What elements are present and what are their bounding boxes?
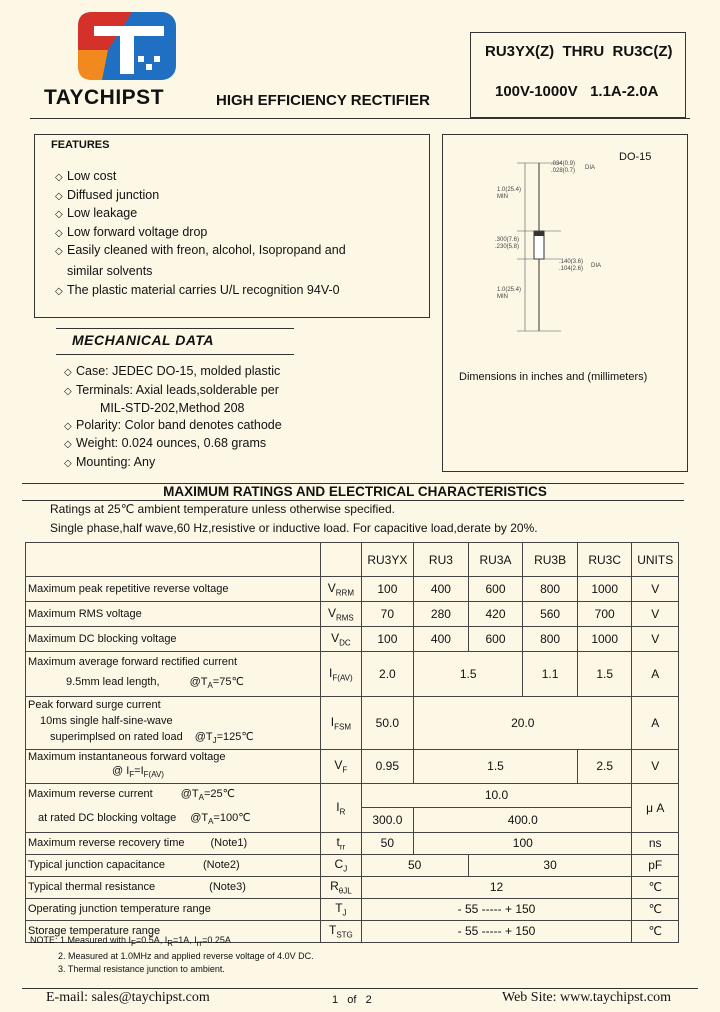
feature-item: ◇ Low cost xyxy=(55,168,425,187)
package-outline-diagram xyxy=(443,135,687,471)
diamond-bullet-icon: ◇ xyxy=(55,172,63,183)
header-divider xyxy=(30,118,690,119)
feature-item: ◇ Low leakage xyxy=(55,205,425,224)
note-1: NOTE: 1.Measured with $I_F=0.5A$, $I_R=1A$, $I_{rr}=0.25A$ xyxy=(30,935,231,948)
feature-item: ◇ Easily cleaned with freon, alcohol, Isopropand and xyxy=(55,242,425,261)
mechanical-divider-top xyxy=(56,328,294,329)
note-3: 3. Thermal resistance junction to ambient. xyxy=(58,963,225,974)
package-name: DO-15 xyxy=(619,151,652,163)
dimensions-caption: Dimensions in inches and (millimeters) xyxy=(459,371,648,383)
diamond-bullet-icon: ◇ xyxy=(64,439,72,451)
diamond-bullet-icon: ◇ xyxy=(55,227,63,239)
diamond-bullet-icon: ◇ xyxy=(55,246,63,258)
diamond-bullet-icon: ◇ xyxy=(64,367,72,378)
mechanical-heading: MECHANICAL DATA xyxy=(72,332,215,348)
part-ratings: 100V-1000V 1.1A-2.0A xyxy=(495,83,659,100)
table-row: 300.0 400.0 xyxy=(26,808,679,833)
mechanical-item: ◇ Weight: 0.024 ounces, 0.68 grams xyxy=(64,435,364,454)
table-row: Maximum instantaneous forward voltage @ $I_F=I_{F(AV)}$ $V_F$ 0.95 1.5 2.5 V xyxy=(26,750,679,783)
feature-item: ◇ Diffused junction xyxy=(55,187,425,206)
footer-page: 1 of 2 xyxy=(332,994,372,1006)
table-row: Maximum reverse recovery time (Note1) $t_{rr}$ 50 100 ns xyxy=(26,832,679,854)
table-header-row xyxy=(26,543,679,577)
table-header-cell: RU3B xyxy=(523,543,578,577)
diamond-bullet-icon: ◇ xyxy=(64,420,72,432)
dim-lead-dia: .034(0.9) .028(0.7) xyxy=(551,161,576,174)
table-header-cell: UNITS xyxy=(632,543,679,577)
diamond-bullet-icon: ◇ xyxy=(55,285,63,297)
dim-lead-len-bot: 1.0(25.4) MIN xyxy=(497,287,522,300)
ratings-line-2: Single phase,half wave,60 Hz,resistive or inductive load. For capacitive load,derate by 20%. xyxy=(50,521,538,535)
dim-lead-len-top: 1.0(25.4) MIN xyxy=(497,187,522,200)
mechanical-item: ◇ Terminals: Axial leads,solderable per xyxy=(64,382,364,401)
table-row: Typical thermal resistance (Note3) $R_{\theta JL}$ 12 ℃ xyxy=(26,876,679,898)
footer-email[interactable]: E-mail: sales@taychipst.com xyxy=(46,990,210,1005)
table-row: Storage temperature range $T_{STG}$ - 55 ----- + 150 ℃ xyxy=(26,920,679,942)
note-2: 2. Measured at 1.0MHz and applied reverse voltage of 4.0V DC. xyxy=(58,951,314,962)
mechanical-item-cont: MIL-STD-202,Method 208 xyxy=(100,401,245,416)
table-header-cell: RU3 xyxy=(414,543,469,577)
package-box xyxy=(442,134,688,472)
ratings-line-1: Ratings at 25℃ ambient temperature unless otherwise specified. xyxy=(50,502,395,516)
features-heading: FEATURES xyxy=(51,139,110,151)
table-header-cell: RU3C xyxy=(577,543,632,577)
features-box xyxy=(34,134,430,318)
part-range-box xyxy=(470,32,686,118)
ratings-divider-bottom xyxy=(22,500,684,501)
table-row: Operating junction temperature range $T_J$ - 55 ----- + 150 ℃ xyxy=(26,898,679,920)
feature-item: ◇ The plastic material carries U/L recognition 94V-0 xyxy=(55,282,425,301)
feature-item-cont: similar solvents xyxy=(67,263,153,278)
diamond-bullet-icon: ◇ xyxy=(55,209,63,221)
mechanical-list xyxy=(64,363,364,473)
table-row: Maximum RMS voltage $V_{RMS}$ 70 280 420 560 700 V xyxy=(26,602,679,627)
notes xyxy=(30,934,314,975)
table-row: Typical junction capacitance (Note2) $C_J$ 50 30 pF xyxy=(26,854,679,876)
table-row: Maximum DC blocking voltage $V_{DC}$ 100 400 600 800 1000 V xyxy=(26,627,679,652)
dim-body-dia-label: DIA xyxy=(591,263,602,269)
part-range: RU3YX(Z) THRU RU3C(Z) xyxy=(485,43,673,60)
dim-body-dia: .140(3.6) .104(2.6) xyxy=(559,259,584,272)
diamond-bullet-icon: ◇ xyxy=(64,385,72,397)
table-row: Maximum reverse current $@T_A=25℃$ at rated DC blocking voltage $@T_A=100℃$ $I_R$ 10.0 μ A xyxy=(26,783,679,808)
table-row: Maximum peak repetitive reverse voltage $V_{RRM}$ 100 400 600 800 1000 V xyxy=(26,577,679,602)
diamond-bullet-icon: ◇ xyxy=(64,457,72,469)
brand-name: TAYCHIPST xyxy=(44,86,165,109)
table-header-cell: RU3A xyxy=(468,543,523,577)
mechanical-item: ◇ Case: JEDEC DO-15, molded plastic xyxy=(64,363,364,382)
logo-mark-icon xyxy=(72,10,182,82)
features-list xyxy=(55,168,425,300)
footer-divider xyxy=(22,988,698,989)
dim-body-len: .300(7.6) .230(5.8) xyxy=(495,237,520,250)
ratings-table xyxy=(25,542,679,943)
page-title: HIGH EFFICIENCY RECTIFIER xyxy=(216,92,430,109)
table-row: Peak forward surge current 10ms single half-sine-wave superimplsed on rated load $@T_J=125℃$ $I_{FSM}$ 50.0 20.0 A xyxy=(26,697,679,750)
table-header-cell: RU3YX xyxy=(361,543,414,577)
mechanical-item: ◇ Mounting: Any xyxy=(64,454,364,473)
mechanical-item: ◇ Polarity: Color band denotes cathode xyxy=(64,417,364,436)
dim-lead-dia-label: DIA xyxy=(585,165,596,171)
table-row: Maximum average forward rectified current 9.5mm lead length, $@T_A=75℃$ $I_{F(AV)}$ 2.0 1.5 1.1 1.5 A xyxy=(26,652,679,697)
diamond-bullet-icon: ◇ xyxy=(55,190,63,202)
company-logo xyxy=(72,10,182,82)
feature-item: ◇ Low forward voltage drop xyxy=(55,224,425,243)
ratings-heading: MAXIMUM RATINGS AND ELECTRICAL CHARACTERISTICS xyxy=(163,484,547,499)
mechanical-divider-bottom xyxy=(56,354,294,355)
footer-website[interactable]: Web Site: www.taychipst.com xyxy=(502,990,672,1005)
